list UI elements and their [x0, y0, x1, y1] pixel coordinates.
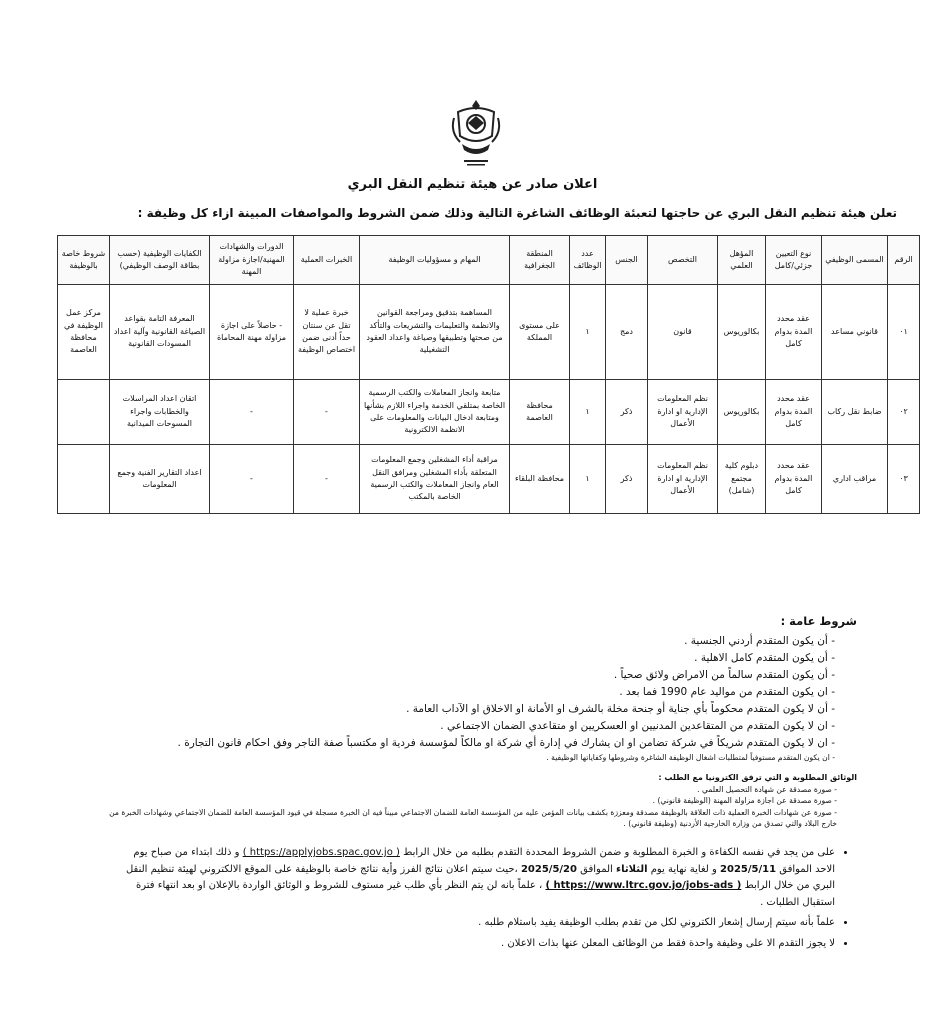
cell-special: مركز عمل الوظيفة في محافظة العاصمة [58, 285, 110, 380]
list-item: - ان يكون المتقدم من مواليد عام 1990 فما بعد . [87, 684, 835, 701]
cell-experience: خبرة عملية لا تقل عن سنتان حداً أدنى ضمن اختصاص الوظيفة [294, 285, 360, 380]
column-header: الجنس [606, 236, 648, 285]
cell-type: عقد محدد المدة بدوام كامل [766, 285, 822, 380]
end-date: 2025/5/20 [520, 863, 577, 875]
cell-courses: - حاصلاً على اجازة مزاولة مهنة المحاماة [210, 285, 294, 380]
cell-gender: ذكر [606, 380, 648, 445]
cell-experience: - [294, 380, 360, 445]
general-conditions [87, 612, 857, 764]
jobs-table [57, 235, 920, 514]
cell-type: عقد محدد المدة بدوام كامل [766, 380, 822, 445]
results-link[interactable]: ( https://www.ltrc.gov.jo/jobs-ads ) [545, 880, 742, 891]
required-documents-title: الوثائق المطلوبة و التي ترفق الكترونيا مع الطلب : [658, 773, 857, 782]
cell-region: محافظة العاصمة [510, 380, 570, 445]
column-header: الدورات والشهادات المهنية/اجازة مزاولة المهنة [210, 236, 294, 285]
cell-region: على مستوى المملكة [510, 285, 570, 380]
cell-tasks: المساهمة بتدقيق ومراجعة القوانين والانظمة والتعليمات والتشريعات والتأكد من صحتها وتطبيقها وصياغة واعداد العقود التشغيلية [360, 285, 510, 380]
cell-title: ضابط نقل ركاب [822, 380, 888, 445]
column-header: المؤهل العلمي [718, 236, 766, 285]
cell-competencies: المعرفة التامة بقواعد الصياغة القانونية وآلية اعداد المسودات القانونية [110, 285, 210, 380]
required-documents [97, 772, 857, 830]
note-text: و لغاية نهاية يوم [650, 863, 717, 875]
apply-link[interactable]: ( https://applyjobs.spac.gov.jo ) [242, 847, 400, 858]
list-item: - ان لا يكون المتقدم شريكاً في شركة تضامن او ان يشارك في إدارة أي شركة او مالكاً لمؤسسة فردية او مكتسباً صفة التاجر وفق احكام قانون التجارة . [87, 735, 835, 752]
cell-count: ١ [570, 380, 606, 445]
cell-gender: ذكر [606, 445, 648, 514]
required-documents-list [97, 784, 857, 830]
list-item: - صورة مصدقة عن اجازة مزاولة المهنة (الوظيفة قانوني) . [97, 795, 837, 806]
note-text: على من يجد في نفسه الكفاءة و الخبرة المطلوبة و ضمن الشروط المحددة التقدم بطلبه من خلال الرابط [403, 847, 835, 858]
table-header-row [58, 236, 920, 285]
list-item: - أن يكون المتقدم أردني الجنسية . [87, 633, 835, 650]
cell-courses: - [210, 445, 294, 514]
column-header: الكفايات الوظيفية (حسب بطاقة الوصف الوظيفي) [110, 236, 210, 285]
cell-experience: - [294, 445, 360, 514]
cell-major: نظم المعلومات الإدارية او ادارة الأعمال [648, 445, 718, 514]
cell-qualification: بكالوريوس [718, 285, 766, 380]
end-day: الثلاثاء [616, 863, 648, 875]
table-row [58, 380, 920, 445]
cell-special [58, 445, 110, 514]
column-header: شروط خاصة بالوظيفة [58, 236, 110, 285]
list-item: - أن لا يكون المتقدم محكوماً بأي جناية أو جنحة مخلة بالشرف او الأمانة او الاخلاق او الآداب العامة . [87, 701, 835, 718]
general-conditions-title: شروط عامة : [780, 614, 857, 628]
cell-title: قانوني مساعد [822, 285, 888, 380]
cell-major: نظم المعلومات الإدارية او ادارة الأعمال [648, 380, 718, 445]
cell-qualification: بكالوريوس [718, 380, 766, 445]
cell-tasks: متابعة وانجاز المعاملات والكتب الرسمية الخاصة بمتلقي الخدمة واجراء اللازم بشأنها ومتابعة ادخال البيانات والمعلومات على الانظمة الالكترونية [360, 380, 510, 445]
cell-competencies: اعداد التقارير الفنية وجمع المعلومات [110, 445, 210, 514]
apply-note [113, 845, 835, 911]
announcement-title: اعلان صادر عن هيئة تنظيم النقل البري [347, 177, 598, 192]
note-text: ، علماً بانه لن يتم النظر بأي طلب غير مستوف للشروط و الوثائق الواردة بالإعلان او بعد انتهاء فترة استقبال الطلبات . [136, 880, 835, 908]
column-header: الخبرات العملية [294, 236, 360, 285]
cell-courses: - [210, 380, 294, 445]
note-text: الموافق [580, 863, 613, 875]
column-header: التخصص [648, 236, 718, 285]
cell-title: مراقب اداري [822, 445, 888, 514]
cell-count: ١ [570, 445, 606, 514]
cell-major: قانون [648, 285, 718, 380]
cell-tasks: مراقبة أداء المشغلين وجمع المعلومات المتعلقة بأداء المشغلين ومرافق النقل العام وانجاز المعاملات والكتب الرسمية الخاصة بالمكتب [360, 445, 510, 514]
column-header: الرقم [888, 236, 920, 285]
notes-list [113, 845, 853, 952]
note-text: ،حيث سيتم اعلان نتائج الفرز وأية نتائج خاصة بالوظيفة على الموقع الالكتروني لهيئة تنظيم النقل البري من خلال الرابط [125, 863, 835, 891]
cell-special [58, 380, 110, 445]
column-header: عدد الوظائف [570, 236, 606, 285]
cell-gender: دمج [606, 285, 648, 380]
jordan-emblem-icon [448, 96, 504, 168]
cell-num: ٠١ [888, 285, 920, 380]
general-conditions-list [87, 633, 857, 764]
cell-count: ١ [570, 285, 606, 380]
application-notes [113, 845, 853, 956]
column-header: نوع التعيين جزئي/كامل [766, 236, 822, 285]
list-item: • لا يجوز التقدم الا على وظيفة واحدة فقط من الوظائف المعلن عنها بذات الاعلان . [113, 936, 835, 953]
list-item: - ان لا يكون المتقدم من المتقاعدين المدنيين او العسكريين او متقاعدي الضمان الاجتماعي . [87, 718, 835, 735]
column-header: المسمى الوظيفي [822, 236, 888, 285]
cell-region: محافظة البلقاء [510, 445, 570, 514]
list-item: - ان يكون المتقدم مستوفياً لمتطلبات اشغال الوظيفة الشاغرة وشروطها وكفاياتها الوظيفية . [87, 752, 835, 764]
column-header: المهام و مسؤوليات الوظيفة [360, 236, 510, 285]
cell-qualification: دبلوم كلية مجتمع (شامل) [718, 445, 766, 514]
list-item: - أن يكون المتقدم سالماً من الامراض ولائق صحياً . [87, 667, 835, 684]
note-text: و ذلك ابتداء من صباح يوم الاحد الموافق [133, 847, 835, 875]
cell-type: عقد محدد المدة بدوام كامل [766, 445, 822, 514]
cell-competencies: اتقان اعداد المراسلات والخطابات واجراء المسوحات الميدانية [110, 380, 210, 445]
list-item: - صورة مصدقة عن شهادة التحصيل العلمي . [97, 784, 837, 795]
table-row [58, 285, 920, 380]
table-row [58, 445, 920, 514]
list-item: - صورة عن شهادات الخبرة العملية ذات العلاقة بالوظيفة مصدقة ومعززة بكشف بيانات المؤمن عليه من المؤسسة العامة للضمان الاجتماعي مبيناً فيه ان الخبرة مسجلة في قيود المؤسسة العامة للضمان الاجتماعي وشهادات الخبرة من خارج البلاد والتي تصدق من وزارة الخارجية الأردنية (وظيفة قانوني) . [97, 807, 837, 830]
announcement-subtitle: تعلن هيئة تنظيم النقل البري عن حاجتها لتعبئة الوظائف الشاغرة التالية وذلك ضمن الشروط والمواصفات المبينة ازاء كل وظيفة : [137, 206, 897, 220]
list-item: - أن يكون المتقدم كامل الاهلية . [87, 650, 835, 667]
cell-num: ٠٢ [888, 380, 920, 445]
start-date: 2025/5/11 [720, 863, 777, 875]
column-header: المنطقة الجغرافية [510, 236, 570, 285]
list-item: • علماً بأنه سيتم إرسال إشعار الكتروني لكل من تقدم بطلب الوظيفة يفيد باستلام طلبه . [113, 915, 835, 932]
cell-num: ٠٣ [888, 445, 920, 514]
